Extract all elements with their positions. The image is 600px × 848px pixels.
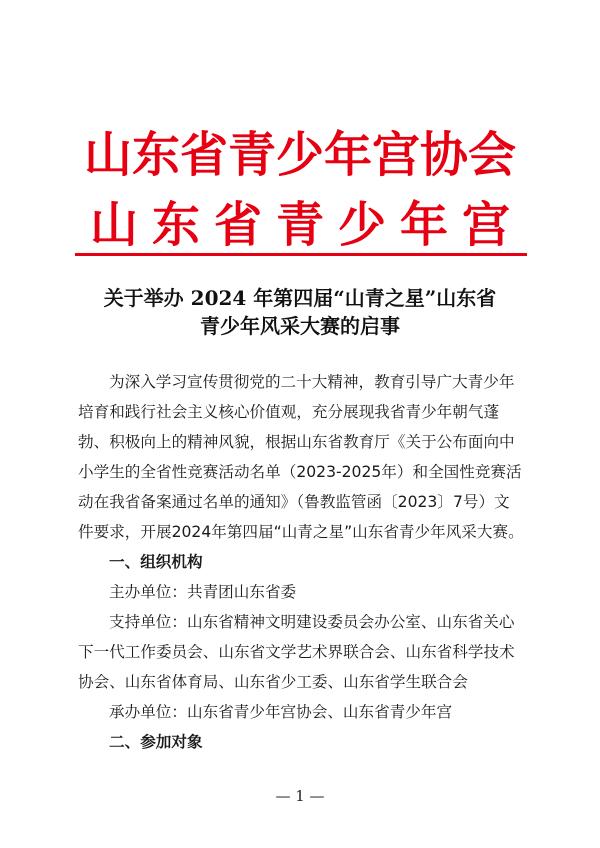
supporters-line: 支持单位：山东省精神文明建设委员会办公室、山东省关心 [109, 613, 515, 631]
supporters-line: 协会、山东省体育局、山东省少工委、山东省学生联合会 [78, 673, 468, 691]
document-title-line-1: 关于举办 2024 年第四届“山青之星”山东省 [103, 286, 497, 310]
supporters-line: 下一代工作委员会、山东省文学艺术界联合会、山东省科学技术 [78, 643, 515, 661]
section-heading-participants: 二、参加对象 [109, 733, 203, 751]
intro-line: 培育和践行社会主义核心价值观，充分展现我省青少年朝气蓬 [78, 403, 500, 421]
intro-line: 动在我省备案通过名单的通知》（鲁教监管函〔2023〕7号）文 [78, 493, 510, 511]
document-title-line-2: 青少年风采大赛的启事 [200, 314, 400, 338]
intro-line: 件要求，开展2024年第四届“山青之星”山东省青少年风采大赛。 [78, 523, 524, 541]
intro-line: 小学生的全省性竞赛活动名单（2023-2025年）和全国性竞赛活 [78, 463, 522, 481]
host-line: 承办单位：山东省青少年宫协会、山东省青少年宫 [109, 703, 453, 721]
page-number: — 1 — [275, 787, 325, 805]
intro-line: 勃、积极向上的精神风貌，根据山东省教育厅《关于公布面向中 [78, 433, 515, 451]
org-name-line-2: 山东省青少年宫 [89, 197, 524, 253]
red-divider-line [75, 253, 527, 256]
organizer-line: 主办单位：共青团山东省委 [109, 583, 297, 601]
org-name-line-1: 山东省青少年宫协会 [83, 127, 516, 183]
section-heading-organization: 一、组织机构 [109, 553, 203, 571]
intro-line: 为深入学习宣传贯彻党的二十大精神，教育引导广大青少年 [109, 373, 515, 391]
